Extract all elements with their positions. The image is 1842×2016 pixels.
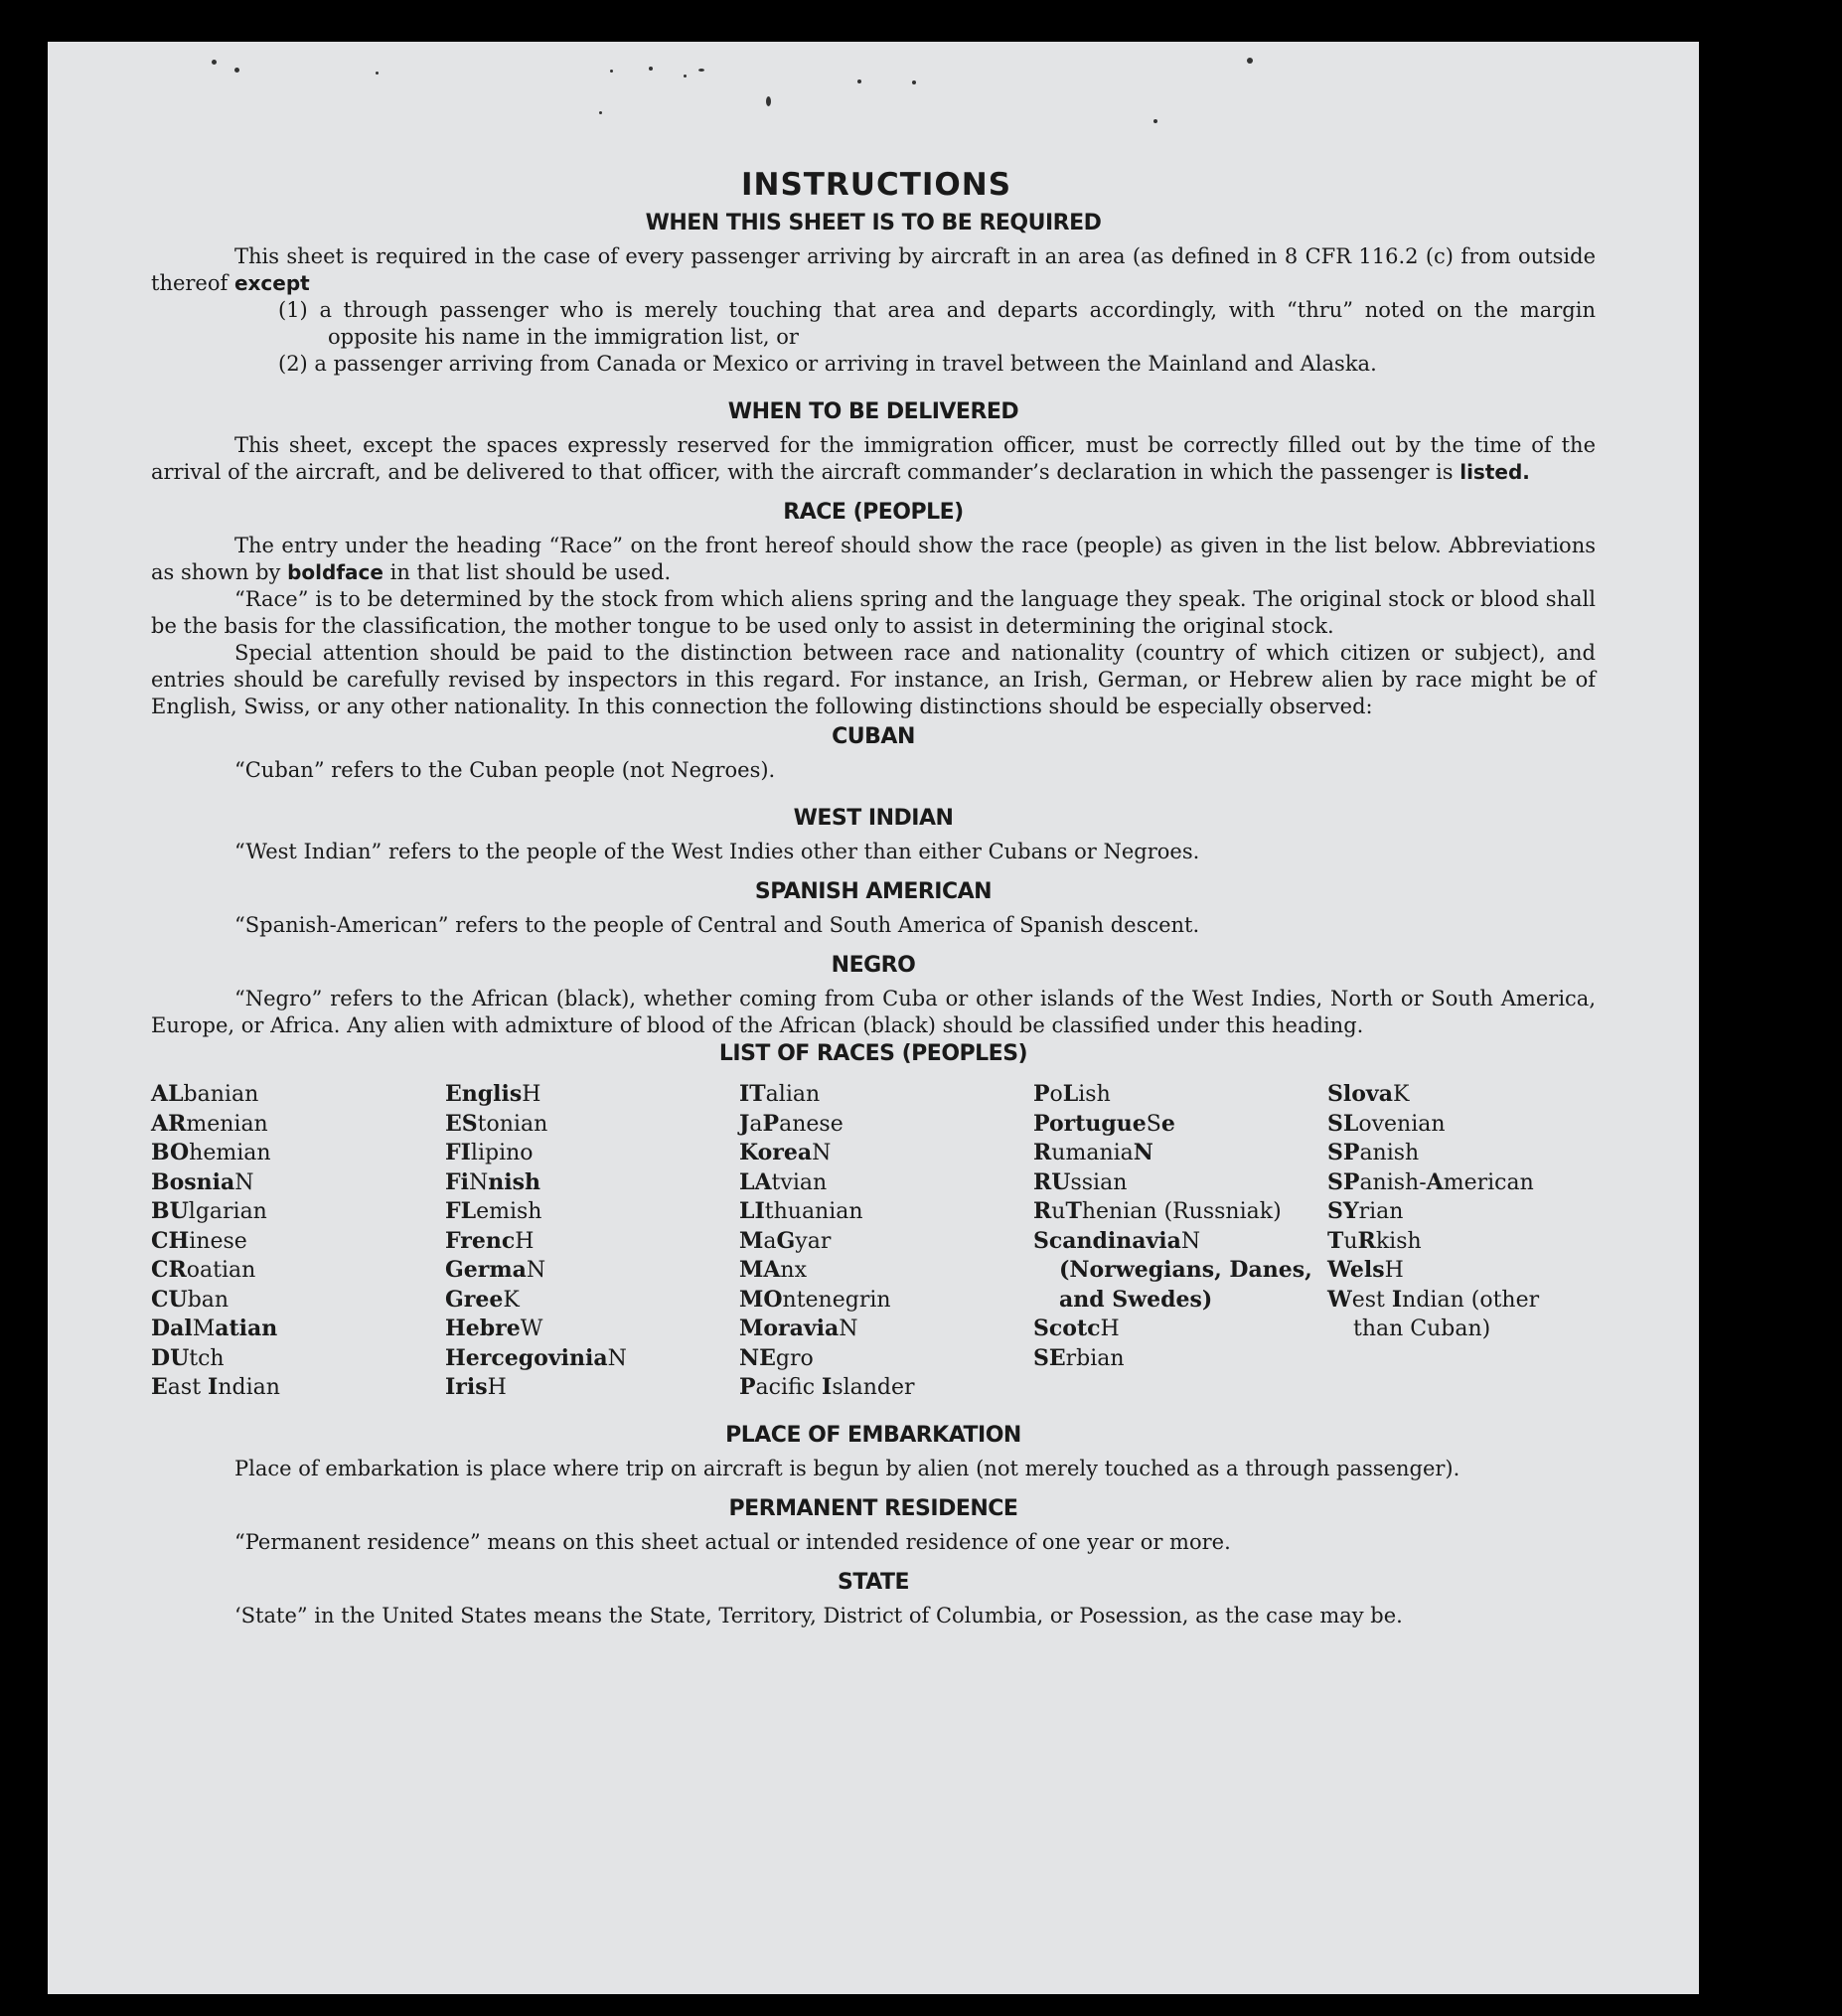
heading-west-indian: WEST INDIAN: [793, 806, 954, 831]
west-indian-text: “West Indian” refers to the people of the West Indies other than either Cubans or Negroes.: [234, 840, 1200, 863]
race-entry: HercegoviniaN: [445, 1344, 627, 1371]
race-entry: EStonian: [445, 1110, 548, 1137]
race-entry: West Indian (other than Cuban): [1327, 1286, 1540, 1341]
page-title: INSTRUCTIONS: [740, 167, 1012, 203]
race-entry: SlovaK: [1327, 1081, 1410, 1107]
race-entry: ALbanian: [151, 1081, 259, 1107]
cuban-text: “Cuban” refers to the Cuban people (not Negroes).: [234, 758, 776, 782]
heading-race: RACE (PEOPLE): [783, 500, 964, 525]
races-column-5: [1327, 1080, 1596, 1403]
spanish-american-text: “Spanish-American” refers to the people of Central and South America of Spanish descent.: [234, 913, 1200, 937]
race-entry: SLovenian: [1327, 1110, 1446, 1137]
race-entry: KoreaN: [739, 1140, 832, 1165]
race-paragraph-3: Special attention should be paid to the distinction between race and nationality (country of which citizen or subject), and entries should be carefully revised by inspectors in this regard. For instance, an Irish, German, or Hebrew alien by race might be of English, Swiss, or any other nationality. In this connection the following distinctions should be especially observed:: [151, 641, 1596, 718]
state-text: ‘State” in the United States means the State, Territory, District of Columbia, or Posession, as the case may be.: [234, 1603, 1403, 1628]
race-entry: ARmenian: [151, 1110, 268, 1137]
race-entry: BUlgarian: [151, 1198, 267, 1224]
race-entry: SPanish: [1327, 1140, 1420, 1165]
required-item-1: (1) a through passenger who is merely touching that area and departs accordingly, with “thru” noted on the margin opposite his name in the immigration list, or: [278, 298, 1596, 349]
race-entry: ITalian: [739, 1081, 821, 1107]
race-entry: FrencH: [445, 1227, 535, 1254]
race-entry: RuThenian (Russniak): [1033, 1198, 1282, 1224]
race-entry: ScotcH: [1033, 1316, 1120, 1341]
race-paragraph-2: “Race” is to be determined by the stock from which aliens spring and the language they speak. The original stock or blood shall be the basis for the classification, the mother tongue to be used only to assist in determining the original stock.: [151, 587, 1596, 638]
embarkation-text: Place of embarkation is place where trip on aircraft is begun by alien (not merely touched as a through passenger).: [234, 1456, 1460, 1480]
race-entry: CUban: [151, 1286, 230, 1313]
negro-text: “Negro” refers to the African (black), whether coming from Cuba or other islands of the West Indies, North or South America, Europe, or Africa. Any alien with admixture of blood of the African (black) should be classified under this heading.: [151, 987, 1596, 1037]
race-entry: LIthuanian: [739, 1198, 863, 1224]
race-entry: PortugueSe: [1033, 1110, 1175, 1137]
race-entry: IrisH: [445, 1374, 507, 1400]
races-list: [151, 1080, 1596, 1403]
race-entry: ScandinaviaN (Norwegians, Danes, and Swedes): [1033, 1227, 1312, 1313]
heading-state: STATE: [838, 1569, 909, 1595]
races-column-4: [1033, 1080, 1327, 1403]
races-column-2: [445, 1080, 739, 1403]
race-entry: SYrian: [1327, 1198, 1404, 1224]
race-entry: GermaN: [445, 1257, 546, 1283]
race-entry: FIlipino: [445, 1140, 534, 1165]
heading-embarkation: PLACE OF EMBARKATION: [725, 1422, 1021, 1448]
race-entry: BOhemian: [151, 1140, 271, 1165]
heading-list-of-races: LIST OF RACES (PEOPLES): [718, 1041, 1028, 1066]
residence-text: “Permanent residence” means on this sheet actual or intended residence of one year or more.: [234, 1529, 1231, 1554]
delivered-text: This sheet, except the spaces expressly reserved for the immigration officer, must be correctly filled out by the time of the arrival of the aircraft, and be delivered to that officer, with the aircraft commander’s declaration in which the passenger is listed.: [151, 433, 1596, 484]
race-entry: MoraviaN: [739, 1316, 858, 1341]
race-entry: NEgro: [739, 1344, 814, 1371]
race-entry: Pacific Islander: [739, 1374, 915, 1400]
heading-spanish-american: SPANISH AMERICAN: [754, 879, 993, 904]
race-entry: DUtch: [151, 1344, 225, 1371]
race-paragraph-1: The entry under the heading “Race” on the front hereof should show the race (people) as given in the list below. Abbreviations as shown by boldface in that list should be used.: [151, 534, 1596, 584]
race-entry: PoLish: [1033, 1081, 1111, 1107]
race-entry: DalMatian: [151, 1316, 278, 1341]
heading-cuban: CUBAN: [832, 724, 915, 749]
race-entry: MaGyar: [739, 1227, 832, 1254]
race-entry: FLemish: [445, 1198, 542, 1224]
race-entry: MOntenegrin: [739, 1286, 891, 1313]
race-entry: LAtvian: [739, 1168, 828, 1195]
race-entry: TuRkish: [1327, 1227, 1422, 1254]
heading-delivered: WHEN TO BE DELIVERED: [727, 399, 1019, 424]
race-entry: GreeK: [445, 1286, 520, 1313]
race-entry: JaPanese: [739, 1110, 844, 1137]
race-entry: RUssian: [1033, 1168, 1128, 1195]
instruction-sheet: [48, 42, 1699, 1994]
race-entry: East Indian: [151, 1374, 280, 1400]
race-entry: CHinese: [151, 1227, 247, 1254]
race-entry: CRoatian: [151, 1257, 256, 1283]
race-entry: BosniaN: [151, 1168, 254, 1195]
race-entry: MAnx: [739, 1257, 807, 1283]
heading-required: WHEN THIS SHEET IS TO BE REQUIRED: [645, 211, 1102, 235]
race-entry: EnglisH: [445, 1081, 541, 1107]
race-entry: RumaniaN: [1033, 1140, 1153, 1165]
race-entry: SPanish-American: [1327, 1168, 1534, 1195]
race-entry: FiNnish: [445, 1168, 540, 1195]
race-entry: HebreW: [445, 1316, 543, 1341]
races-column-1: [151, 1080, 445, 1403]
race-entry: SErbian: [1033, 1344, 1125, 1371]
heading-permanent-residence: PERMANENT RESIDENCE: [728, 1495, 1018, 1521]
race-entry: WelsH: [1327, 1257, 1404, 1283]
races-column-3: [739, 1080, 1033, 1403]
heading-negro: NEGRO: [831, 953, 916, 978]
required-item-2: (2) a passenger arriving from Canada or Mexico or arriving in travel between the Mainland and Alaska.: [278, 352, 1377, 376]
required-intro: This sheet is required in the case of every passenger arriving by aircraft in an area (as defined in 8 CFR 116.2 (c) from outside thereof except: [151, 244, 1596, 295]
